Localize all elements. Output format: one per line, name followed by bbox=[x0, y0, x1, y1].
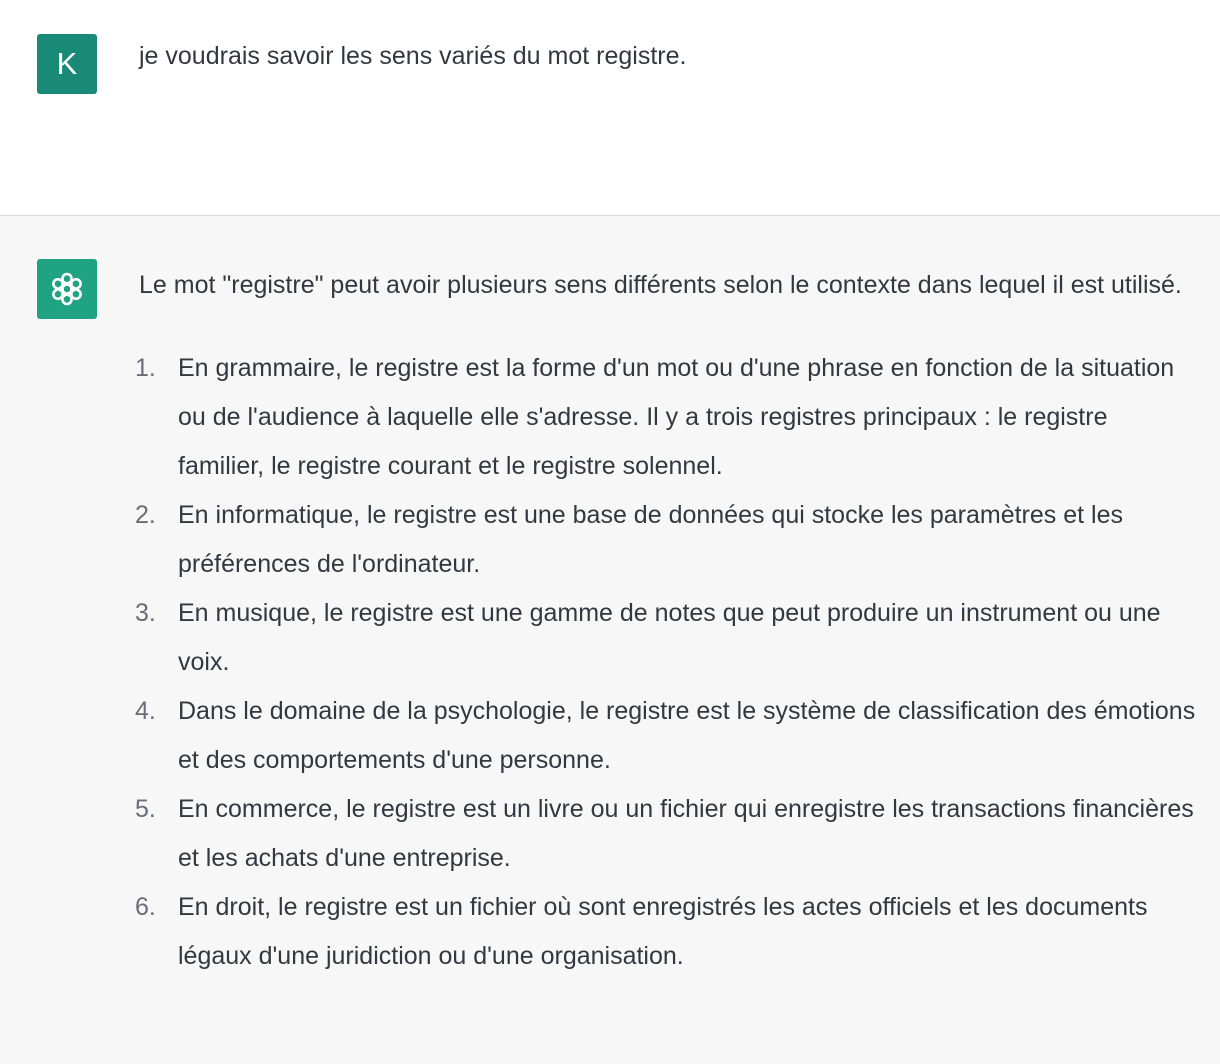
assistant-avatar bbox=[37, 259, 97, 319]
list-item-text: Dans le domaine de la psychologie, le registre est le système de classification des émotions et des comportements d'une personne. bbox=[178, 697, 1196, 774]
list-item-text: En commerce, le registre est un livre ou un fichier qui enregistre les transactions financières et les achats d'une entreprise. bbox=[178, 795, 1194, 872]
assistant-answer bbox=[135, 261, 1199, 981]
list-item bbox=[135, 491, 1199, 589]
list-item bbox=[135, 589, 1199, 687]
openai-logo-icon bbox=[46, 268, 88, 310]
user-avatar-letter: K bbox=[56, 46, 78, 81]
list-item-number: 1. bbox=[135, 354, 156, 382]
list-item-number: 2. bbox=[135, 501, 156, 529]
list-item-text: En droit, le registre est un fichier où sont enregistrés les actes officiels et les documents légaux d'une juridiction ou d'une organisation. bbox=[178, 893, 1148, 970]
list-item bbox=[135, 344, 1199, 491]
list-item-text: En informatique, le registre est une base de données qui stocke les paramètres et les préférences de l'ordinateur. bbox=[178, 501, 1123, 578]
assistant-message-row bbox=[0, 216, 1220, 1064]
list-item-number: 4. bbox=[135, 697, 156, 725]
list-item bbox=[135, 687, 1199, 785]
user-avatar bbox=[37, 34, 97, 94]
list-item bbox=[135, 785, 1199, 883]
user-message-text: je voudrais savoir les sens variés du mot registre. bbox=[139, 42, 687, 70]
list-item-number: 5. bbox=[135, 795, 156, 823]
list-item-number: 3. bbox=[135, 599, 156, 627]
user-message-row bbox=[0, 0, 1220, 216]
answer-intro: Le mot "registre" peut avoir plusieurs sens différents selon le contexte dans lequel il est utilisé. bbox=[139, 271, 1182, 299]
answer-list bbox=[135, 344, 1199, 981]
list-item-text: En musique, le registre est une gamme de notes que peut produire un instrument ou une voix. bbox=[178, 599, 1161, 676]
list-item bbox=[135, 883, 1199, 981]
list-item-text: En grammaire, le registre est la forme d'un mot ou d'une phrase en fonction de la situation ou de l'audience à laquelle elle s'adresse. Il y a trois registres principaux : le registre familier, le registre courant et le registre solennel. bbox=[178, 354, 1175, 480]
list-item-number: 6. bbox=[135, 893, 156, 921]
